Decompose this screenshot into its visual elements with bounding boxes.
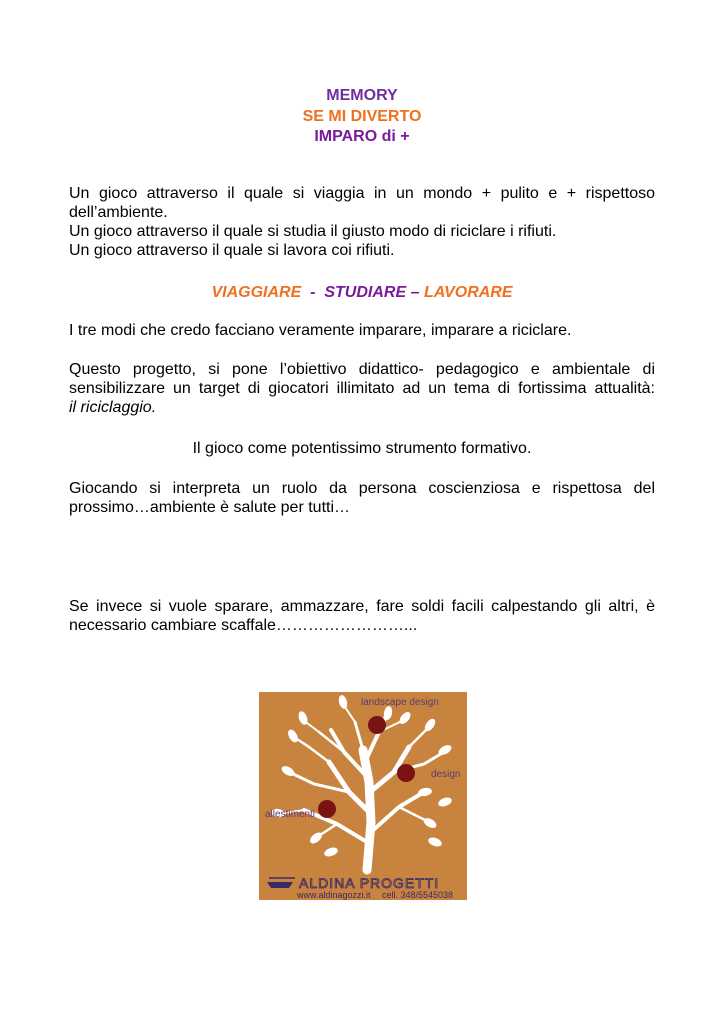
- project-line-3: il riciclaggio.: [69, 399, 157, 416]
- slogan-sep-2: –: [406, 284, 424, 301]
- title-memory: MEMORY: [326, 87, 398, 104]
- intro-line-2: dell’ambiente.: [69, 204, 168, 221]
- slogan-studiare: STUDIARE: [324, 284, 407, 301]
- intro-paragraph: [69, 184, 655, 260]
- modes-text: I tre modi che credo facciano veramente imparare, imparare a riciclare.: [69, 322, 572, 339]
- aldina-progetti-logo: [259, 692, 467, 900]
- modes-paragraph: [69, 321, 655, 340]
- project-line-1: Questo progetto, si pone l’obiettivo didattico- pedagogico e ambientale di: [69, 361, 655, 378]
- shelf-paragraph: [69, 597, 655, 635]
- label-design: design: [431, 769, 461, 780]
- intro-line-3: Un gioco attraverso il quale si studia il giusto modo di riciclare i rifiuti.: [69, 223, 557, 240]
- label-allestimenti: allestimenti: [265, 809, 316, 820]
- label-landscape-design: landscape design: [361, 697, 439, 708]
- slogan-lavorare: LAVORARE: [423, 284, 513, 301]
- shelf-line-1: Se invece si vuole sparare, ammazzare, fare soldi facili calpestando gli altri, è: [69, 598, 655, 615]
- fruit-landscape: [368, 716, 386, 734]
- playing-paragraph: [69, 479, 655, 517]
- title-imparo: IMPARO di +: [314, 128, 410, 145]
- slogan-viaggiare: VIAGGIARE: [211, 284, 302, 301]
- slogan: [0, 283, 724, 302]
- brand-name: ALDINA PROGETTI: [299, 875, 440, 891]
- project-paragraph: [69, 360, 655, 417]
- intro-line-4: Un gioco attraverso il quale si lavora coi rifiuti.: [69, 242, 395, 259]
- title-se-mi-diverto: SE MI DIVERTO: [302, 108, 422, 125]
- fruit-design: [397, 764, 415, 782]
- logo-website: www.aldinagozzi.it: [297, 890, 371, 900]
- intro-line-1: Un gioco attraverso il quale si viaggia in un mondo + pulito e + rispettoso: [69, 185, 655, 202]
- fruit-allestimenti: [318, 800, 336, 818]
- project-line-2: sensibilizzare un target di giocatori illimitato ad un tema di fortissima attualità:: [69, 380, 655, 397]
- playing-line-1: Giocando si interpreta un ruolo da persona coscienziosa e rispettosa del: [69, 480, 655, 497]
- playing-line-2: prossimo…ambiente è salute per tutti…: [69, 499, 351, 516]
- slogan-sep-1: -: [301, 284, 325, 301]
- logo-phone: cell. 348/5545038: [382, 890, 454, 900]
- tool-text: Il gioco come potentissimo strumento formativo.: [192, 440, 532, 457]
- shelf-line-2: necessario cambiare scaffale……………………...: [69, 617, 418, 634]
